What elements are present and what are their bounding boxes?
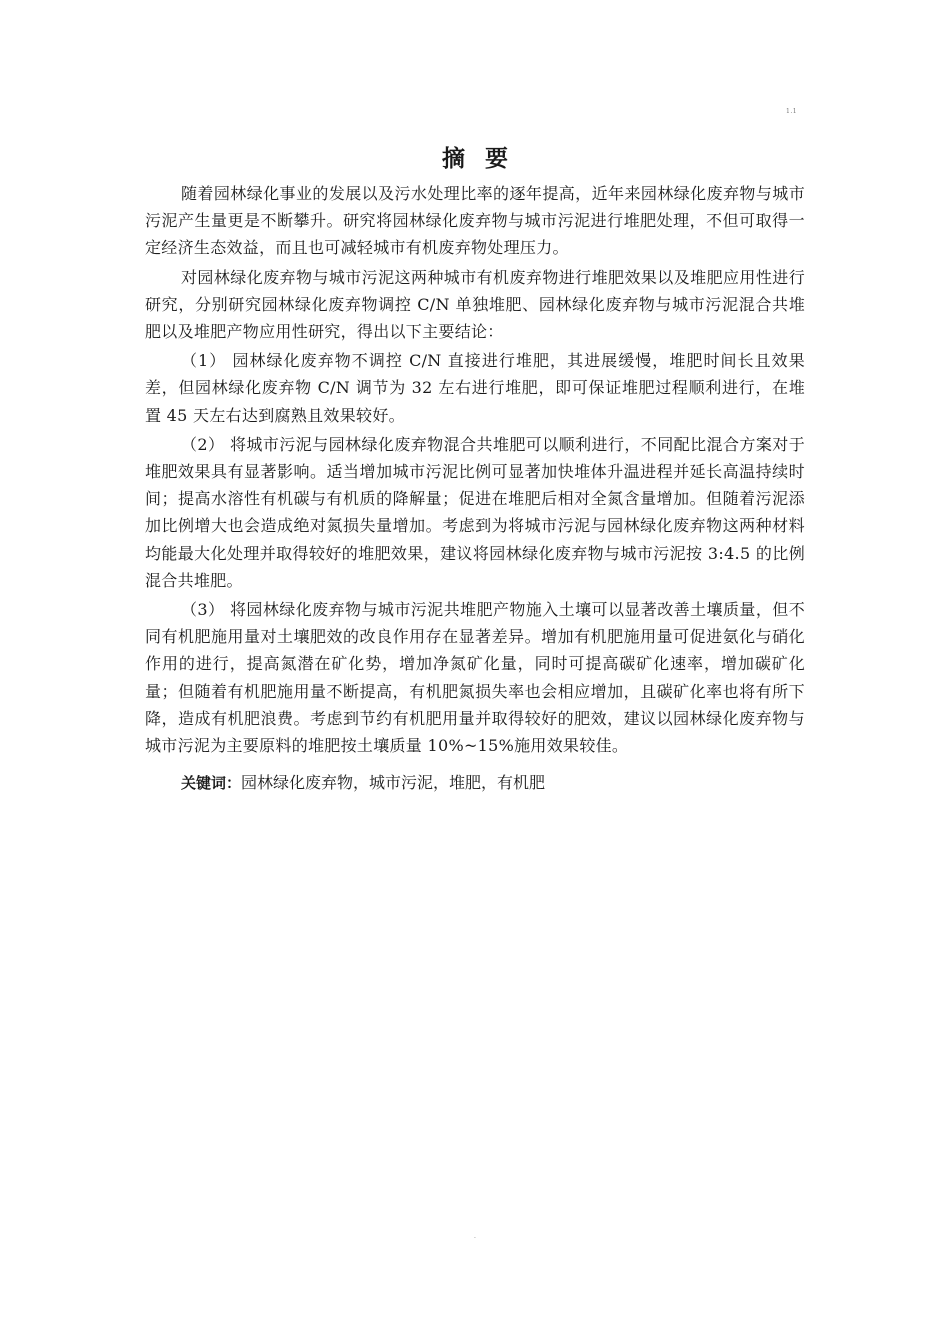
paragraph-conclusion-2: （2） 将城市污泥与园林绿化废弃物混合共堆肥可以顺利进行，不同配比混合方案对于堆肥效果具有显著影响。适当增加城市污泥比例可显著加快堆体升温进程并延长高温持续时间；提高水溶性有机碳与有机质的降解量；促进在堆肥后相对全氮含量增加。但随着污泥添加比例增大也会造成绝对氮损失量增加。考虑到为将城市污泥与园林绿化废弃物这两种材料均能最大化处理并取得较好的堆肥效果，建议将园林绿化废弃物与城市污泥按 3:4.5 的比例混合共堆肥。 bbox=[145, 434, 805, 590]
paragraph-conclusion-3: （3） 将园林绿化废弃物与城市污泥共堆肥产物施入土壤可以显著改善土壤质量，但不同有机肥施用量对土壤肥效的改良作用存在显著差异。增加有机肥施用量可促进氨化与硝化作用的进行，提高氮潜在矿化势，增加净氮矿化量，同时可提高碳矿化速率，增加碳矿化量；但随着有机肥施用量不断提高，有机肥氮损失率也会相应增加，且碳矿化率也将有所下降，造成有机肥浪费。考虑到节约有机肥用量并取得较好的肥效，建议以园林绿化废弃物与城市污泥为主要原料的堆肥按土壤质量 10%~15%施用效果较佳。 bbox=[145, 600, 805, 756]
keywords-label: 关键词： bbox=[181, 774, 242, 793]
paragraph-conclusion-1: （1） 园林绿化废弃物不调控 C/N 直接进行堆肥，其进展缓慢，堆肥时间长且效果差，但园林绿化废弃物 C/N 调节为 32 左右进行堆肥，即可保证堆肥过程顺利进行，在堆置 45 天左右达到腐熟且效果较好。 bbox=[145, 351, 805, 425]
page-title: 摘要 bbox=[442, 146, 528, 172]
footer-mark: . bbox=[474, 1233, 476, 1240]
paragraph-intro: 随着园林绿化事业的发展以及污水处理比率的逐年提高，近年来园林绿化废弃物与城市污泥产生量更是不断攀升。研究将园林绿化废弃物与城市污泥进行堆肥处理，不但可取得一定经济生态效益，而且也可减轻城市有机废弃物处理压力。 bbox=[145, 184, 805, 258]
keywords-value: 园林绿化废弃物，城市污泥，堆肥，有机肥 bbox=[241, 773, 546, 793]
abstract-body bbox=[145, 180, 805, 797]
keywords-line bbox=[145, 769, 805, 797]
paragraph-research-scope: 对园林绿化废弃物与城市污泥这两种城市有机废弃物进行堆肥效果以及堆肥应用性进行研究，分别研究园林绿化废弃物调控 C/N 单独堆肥、园林绿化废弃物与城市污泥混合共堆肥以及堆肥产物应用性研究，得出以下主要结论： bbox=[145, 267, 805, 342]
header-mark: 1.1 bbox=[786, 108, 798, 115]
